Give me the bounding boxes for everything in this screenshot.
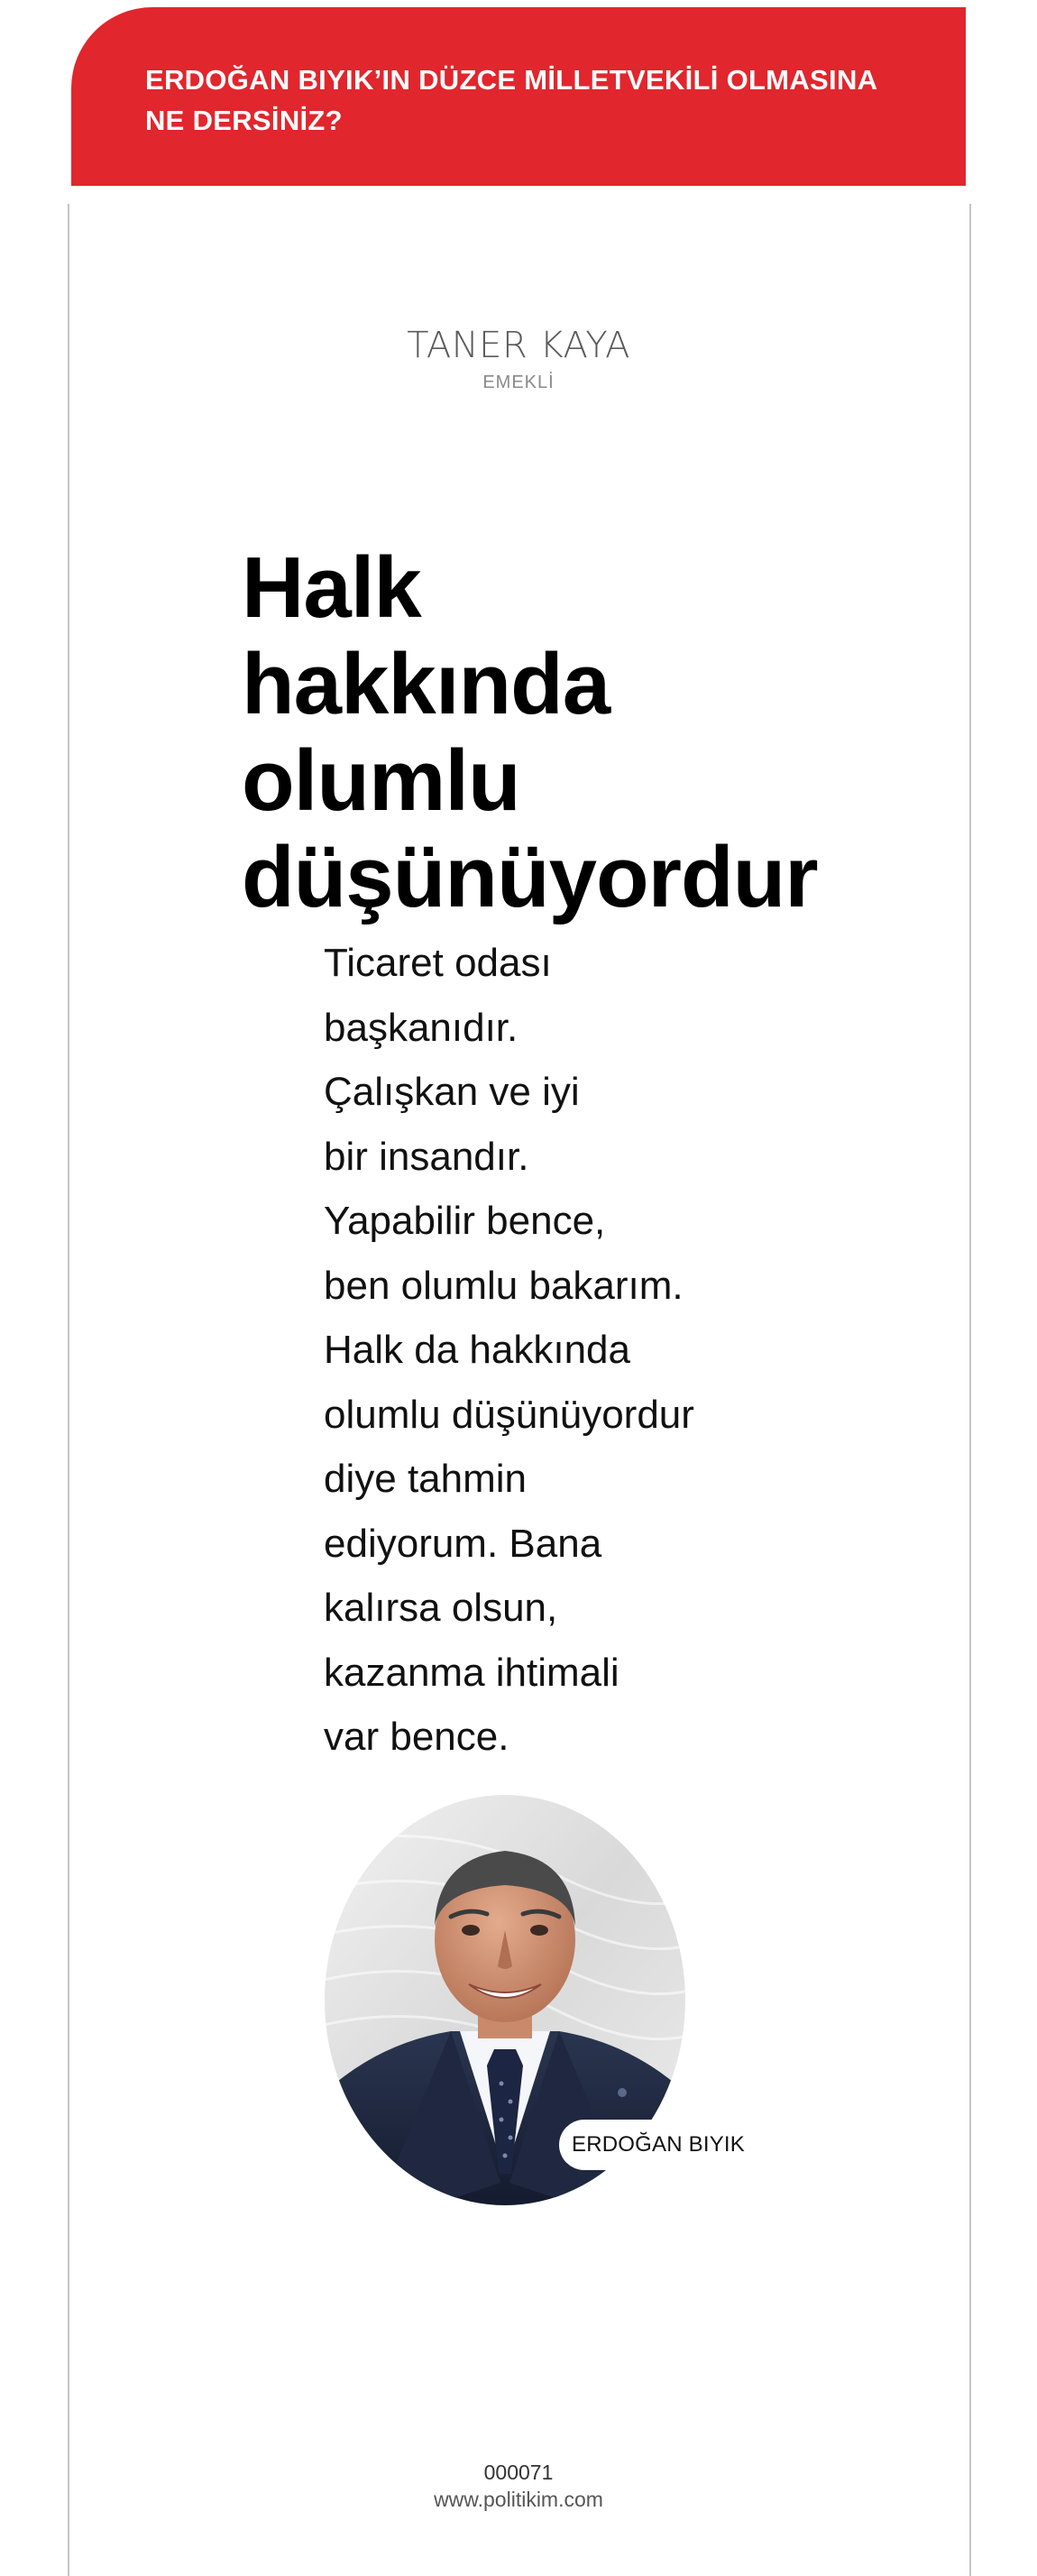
card-border-right — [969, 204, 971, 2576]
respondent-name: TANER KAYA — [407, 325, 630, 366]
card-border-left — [68, 204, 69, 2576]
quote-headline: Halk hakkında olumlu düşünüyordur — [242, 539, 818, 925]
respondent-role: EMEKLİ — [482, 373, 555, 392]
footer-code: 000071 — [483, 2461, 554, 2484]
survey-question-title: ERDOĞAN BIYIK’IN DÜZCE MİLLETVEKİLİ OLMASINA NE DERSİNİZ? — [145, 64, 877, 136]
footer-website-link[interactable]: www.politikim.com — [434, 2488, 603, 2511]
quote-body: Ticaret odası başkanıdır. Çalışkan ve iyi bir insandır. Yapabilir bence, ben olumlu bakarım. Halk da hakkında olumlu düşünüyordur diye tahmin ediyorum. Bana kalırsa olsun, kazanma ihtimali var bence. — [324, 941, 694, 1759]
header-banner — [71, 7, 966, 186]
respondent-block — [0, 320, 1037, 394]
subject-name-tag: ERDOĞAN BIYIK — [559, 2120, 757, 2170]
footer — [0, 2459, 1037, 2513]
